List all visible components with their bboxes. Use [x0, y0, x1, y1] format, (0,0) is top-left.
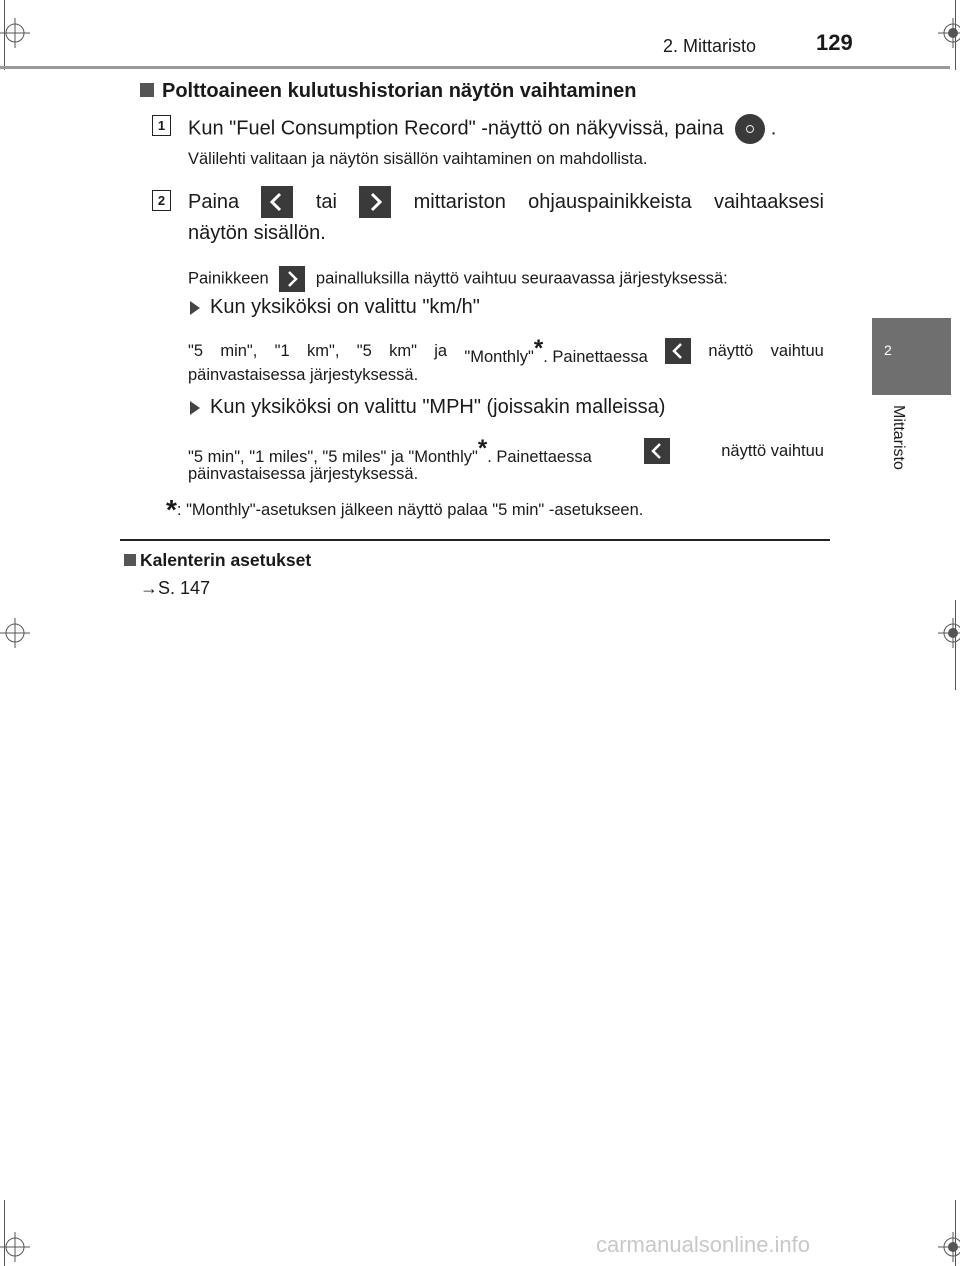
watermark: carmanualsonline.info	[596, 1232, 811, 1257]
registration-mark-mid-left	[0, 618, 30, 648]
circle-button-icon	[735, 114, 765, 144]
case-mph-line1: "5 min", "1 miles", "5 miles" ja "Monthly"*. Painettaessa näyttö vaihtuu	[188, 435, 824, 466]
case-kmh-line1: "5 min", "1 km", "5 km" ja "Monthly"*. Painettaessa näyttö vaihtuu	[188, 335, 824, 366]
section-separator	[120, 539, 830, 541]
crop-line	[955, 1200, 956, 1266]
step-number: 2	[152, 190, 171, 211]
case-kmh-heading: Kun yksiköksi on valittu "km/h"	[190, 296, 480, 319]
triangle-bullet-icon	[190, 301, 200, 315]
crop-line	[4, 1200, 5, 1266]
section-heading: Polttoaineen kulutushistorian näytön vaihtaminen	[140, 80, 637, 103]
registration-mark-top-right	[938, 18, 960, 48]
step-2-text-line2: näytön sisällön.	[188, 222, 326, 244]
crop-line	[4, 0, 5, 70]
step-2-note: Painikkeen painalluksilla näyttö vaihtuu seuraavassa järjestyksessä:	[188, 266, 728, 292]
page-number: 129	[816, 30, 853, 55]
footnote-asterisk: *	[477, 435, 488, 462]
section-title: 2. Mittaristo	[663, 36, 757, 56]
footnote: *: "Monthly"-asetuksen jälkeen näyttö palaa "5 min" -asetukseen.	[166, 494, 644, 525]
crop-line	[955, 600, 956, 690]
case-mph-heading: Kun yksiköksi on valittu "MPH" (joissakin malleissa)	[190, 396, 665, 419]
triangle-bullet-icon	[190, 401, 200, 415]
registration-mark-bottom-right	[938, 1232, 960, 1262]
footnote-asterisk: *	[166, 494, 177, 525]
step-2-text: Paina tai mittariston ohjauspainikkeista vaihtaaksesi	[188, 186, 824, 218]
chevron-right-icon	[359, 186, 391, 218]
case-mph-line2: päinvastaisessa järjestyksessä.	[188, 465, 419, 483]
calendar-page-reference[interactable]: →S. 147	[140, 578, 211, 598]
step-1-note: Välilehti valitaan ja näytön sisällön vaihtaminen on mahdollista.	[188, 150, 648, 168]
chapter-number: 2	[884, 342, 892, 358]
registration-mark-mid-right	[938, 618, 960, 648]
chevron-left-icon	[665, 338, 691, 364]
crop-line	[955, 0, 956, 70]
chevron-left-icon	[644, 438, 670, 464]
square-bullet-icon	[124, 554, 136, 566]
arrow-icon: →	[140, 578, 158, 598]
footnote-asterisk: *	[533, 335, 544, 362]
step-1-text: Kun "Fuel Consumption Record" -näyttö on näkyvissä, paina .	[188, 114, 776, 144]
step-number: 1	[152, 115, 171, 136]
calendar-heading: Kalenterin asetukset	[124, 550, 311, 571]
header-rule	[0, 66, 950, 69]
chapter-label: Mittaristo	[890, 405, 907, 470]
chevron-left-icon	[261, 186, 293, 218]
case-kmh-line2: päinvastaisessa järjestyksessä.	[188, 366, 419, 384]
square-bullet-icon	[140, 83, 154, 97]
chevron-right-icon	[279, 266, 305, 292]
